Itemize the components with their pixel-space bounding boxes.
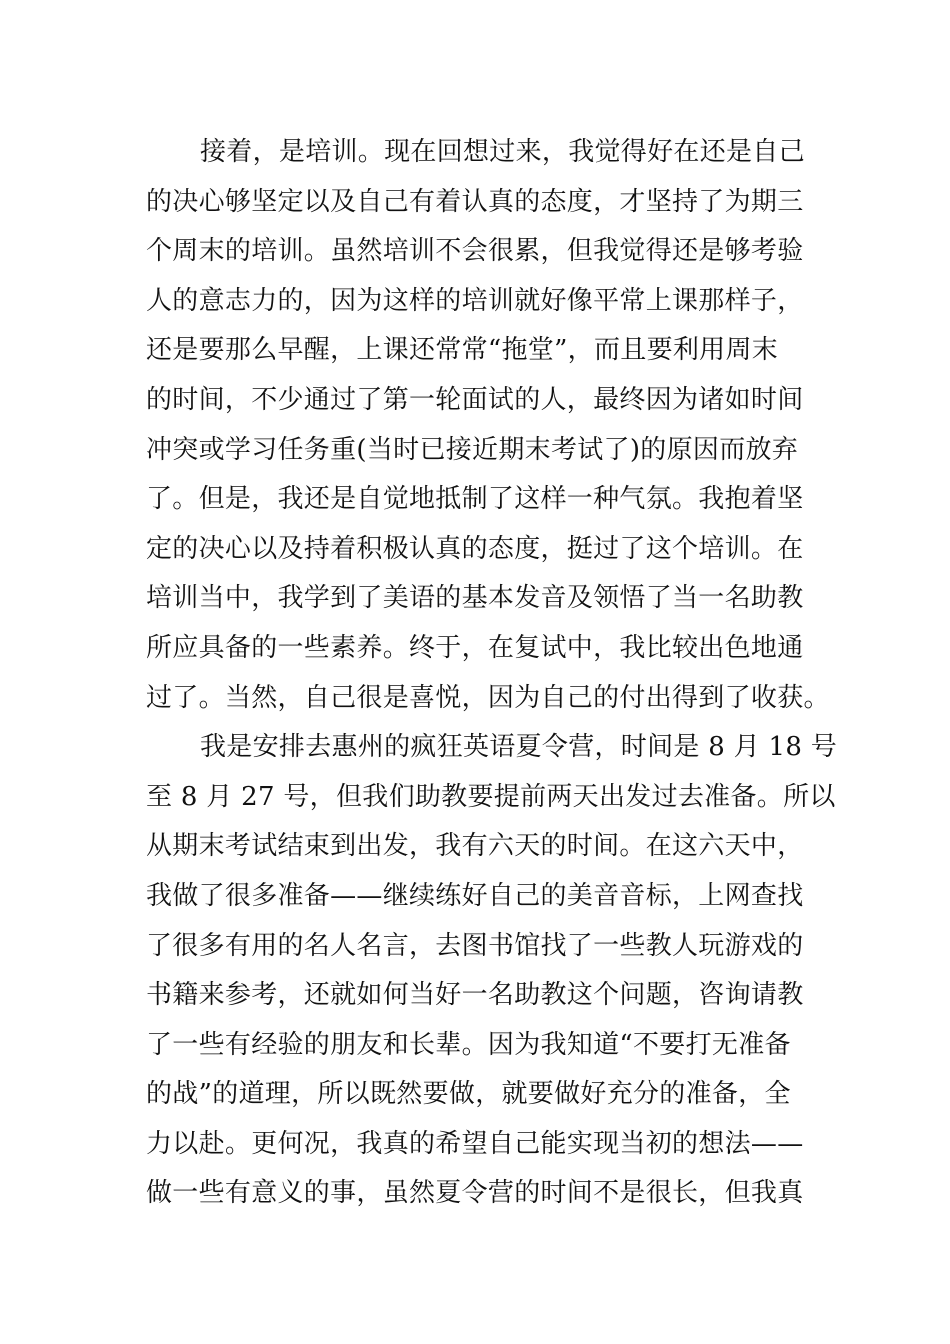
paragraph-2-line-6: 书籍来参考，还就如何当好一名助教这个问题，咨询请教 <box>146 980 804 1011</box>
paragraph-1-line-1: 接着，是培训。现在回想过来，我觉得好在还是自己 <box>200 137 805 167</box>
paragraph-2-line-2: 至 8 月 27 号，但我们助教要提前两天出发过去准备。所以 <box>146 781 836 812</box>
paragraph-1-line-11: 所应具备的一些素养。终于，在复试中，我比较出色地通 <box>146 632 804 663</box>
paragraph-2-line-3: 从期末考试结束到出发，我有六天的时间。在这六天中， <box>146 831 804 862</box>
paragraph-2-line-9: 力以赴。更何况，我真的希望自己能实现当初的想法—— <box>146 1128 804 1159</box>
paragraph-1-line-9: 定的决心以及持着积极认真的态度，挺过了这个培训。在 <box>146 533 804 564</box>
paragraph-2-line-8: 的战”的道理，所以既然要做，就要做好充分的准备，全 <box>146 1079 791 1110</box>
paragraph-1-line-8: 了。但是，我还是自觉地抵制了这样一种气氛。我抱着坚 <box>146 484 804 515</box>
paragraph-1-line-5: 还是要那么早醒，上课还常常“拖堂”，而且要利用周末 <box>146 335 779 366</box>
paragraph-1-line-7: 冲突或学习任务重(当时已接近期末考试了)的原因而放弃 <box>146 434 799 465</box>
paragraph-1-line-10: 培训当中，我学到了美语的基本发音及领悟了当一名助教 <box>146 583 804 614</box>
body-text <box>146 128 838 1219</box>
paragraph-2-line-4: 我做了很多准备——继续练好自己的美音音标，上网查找 <box>146 880 804 911</box>
paragraph-1-line-6: 的时间，不少通过了第一轮面试的人，最终因为诸如时间 <box>146 384 804 415</box>
paragraph-2-line-1: 我是安排去惠州的疯狂英语夏令营，时间是 8 月 18 号 <box>200 732 838 763</box>
paragraph-1-line-12: 过了。当然，自己很是喜悦，因为自己的付出得到了收获。 <box>146 682 830 713</box>
paragraph-2-line-7: 了一些有经验的朋友和长辈。因为我知道“不要打无准备 <box>146 1029 791 1060</box>
paragraph-1-line-4: 人的意志力的，因为这样的培训就好像平常上课那样子， <box>146 285 804 316</box>
paragraph-2-line-5: 了很多有用的名人名言，去图书馆找了一些教人玩游戏的 <box>146 930 804 961</box>
paragraph-2-line-10: 做一些有意义的事，虽然夏令营的时间不是很长，但我真 <box>146 1178 804 1209</box>
paragraph-1-line-3: 个周末的培训。虽然培训不会很累，但我觉得还是够考验 <box>146 236 804 267</box>
paragraph-1-line-2: 的决心够坚定以及自己有着认真的态度，才坚持了为期三 <box>146 186 804 217</box>
